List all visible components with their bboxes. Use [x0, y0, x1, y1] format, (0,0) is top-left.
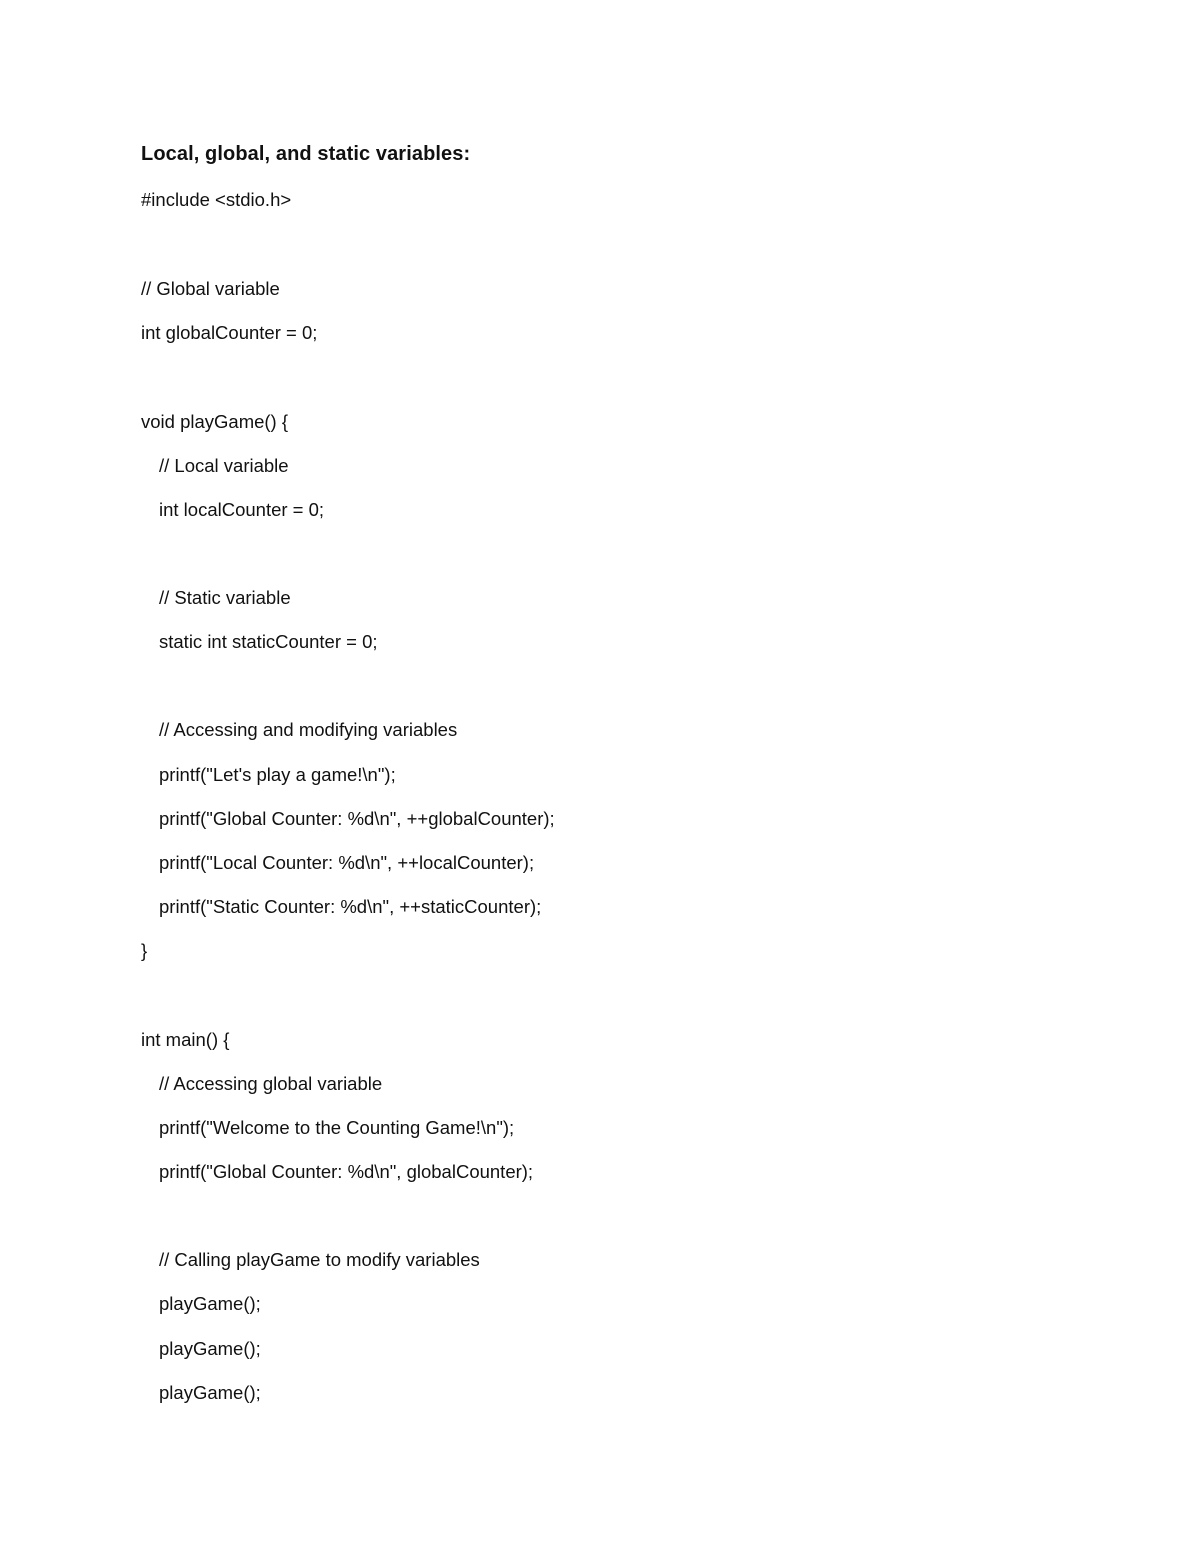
- code-line-close-brace: }: [141, 940, 148, 961]
- code-line-comment-calling: // Calling playGame to modify variables: [159, 1249, 480, 1270]
- code-line-printf-local-counter: printf("Local Counter: %d\n", ++localCounter);: [159, 852, 535, 873]
- code-line-global-decl: int globalCounter = 0;: [141, 322, 318, 343]
- code-line-static-decl: static int staticCounter = 0;: [159, 631, 378, 652]
- code-line-playgame-signature: void playGame() {: [141, 411, 289, 432]
- document-heading: Local, global, and static variables:: [141, 143, 471, 165]
- code-line-printf-global-counter: printf("Global Counter: %d\n", ++globalCounter);: [159, 808, 555, 829]
- code-line-main-signature: int main() {: [141, 1029, 230, 1050]
- code-line-local-decl: int localCounter = 0;: [159, 499, 325, 520]
- code-line-playgame-call-2: playGame();: [159, 1338, 261, 1359]
- code-line-playgame-call-1: playGame();: [159, 1293, 261, 1314]
- code-line-include: #include <stdio.h>: [141, 189, 292, 210]
- code-line-playgame-call-3: playGame();: [159, 1382, 261, 1403]
- code-line-printf-lets-play: printf("Let's play a game!\n");: [159, 764, 396, 785]
- code-line-printf-static-counter: printf("Static Counter: %d\n", ++staticCounter);: [159, 896, 542, 917]
- code-line-comment-static: // Static variable: [159, 587, 291, 608]
- code-line-comment-accessing: // Accessing and modifying variables: [159, 719, 458, 740]
- code-line-comment-local: // Local variable: [159, 455, 289, 476]
- code-line-printf-welcome: printf("Welcome to the Counting Game!\n");: [159, 1117, 515, 1138]
- code-line-printf-global-counter-main: printf("Global Counter: %d\n", globalCounter);: [159, 1161, 534, 1182]
- code-line-comment-global: // Global variable: [141, 278, 280, 299]
- code-line-comment-accessing-global: // Accessing global variable: [159, 1073, 383, 1094]
